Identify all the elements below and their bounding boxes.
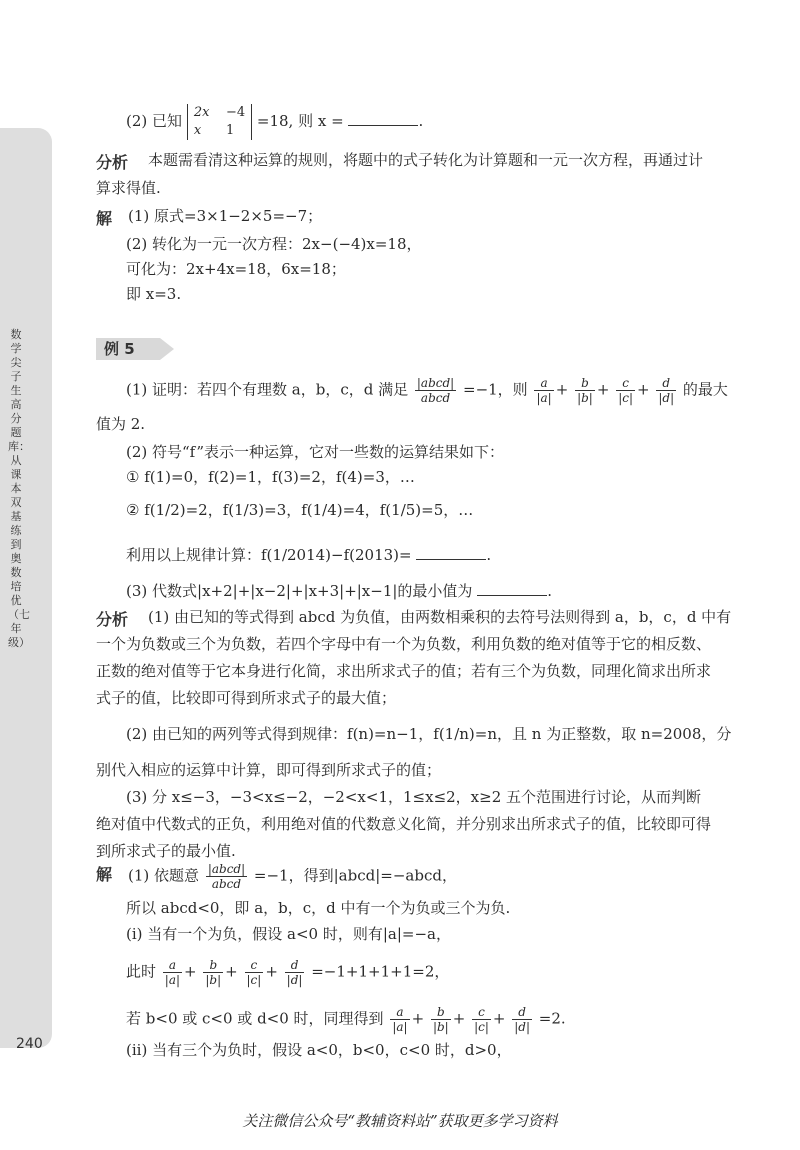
- solution-2-line-4: 此时 $\frac{a}{|a|}$ + $\frac{b}{|b|}$ + $\frac{c}{|c|}$ + $\frac{d}{|d|}$ =−1+1+1+1=2，: [126, 958, 450, 987]
- analysis-2-line-5: (2) 由已知的两列等式得到规律：f(n)=n−1，f(1/n)=n，且 n 为正整数，取 n=2008，分: [126, 725, 732, 743]
- sol2-abcd-fraction: $\frac{\text{|abcd|}}{\text{abcd}}$: [207, 862, 246, 891]
- sol2-l5-fraction-c: $\frac{c}{|c|}$: [474, 1005, 489, 1034]
- sol2-l4-text-b: =−1+1+1+1=2，: [311, 962, 450, 981]
- footer-watermark: 关注微信公众号“教辅资料站”获取更多学习资料: [242, 1112, 558, 1130]
- det-d: 1: [225, 123, 235, 138]
- solution-2-label: 解: [96, 865, 113, 884]
- sol2-l5-text-a: 若 b<0 或 c<0 或 d<0 时，同理得到: [126, 1009, 384, 1028]
- solution-1-line-3: 可化为：2x+4x=18，6x=18；: [126, 260, 346, 278]
- analysis-2-line-8: 绝对值中代数式的正负，利用绝对值的代数意义化简，并分别求出所求式子的值，比较即可得: [96, 815, 712, 833]
- solution-1-line-1: (1) 原式=3×1−2×5=−7；: [128, 207, 323, 225]
- abcd-fraction: $\frac{\text{|abcd|}}{\text{abcd}}$: [416, 376, 455, 405]
- analysis-2-line-1: (1) 由已知的等式得到 abcd 为负值，由两数相乘积的去符号法则得到 a，b，c，d 中有: [148, 608, 732, 626]
- sol2-fraction-b: $\frac{b}{|b|}$: [205, 958, 222, 987]
- ex5-part2-compute: 利用以上规律计算：f(1/2014)−f(2013)=: [126, 546, 412, 564]
- analysis-2-line-9: 到所求式子的最小值.: [96, 842, 236, 860]
- fraction-a: $\frac{a}{|a|}$: [536, 376, 552, 405]
- example-5-part-3: (3) 代数式|x+2|+|x−2|+|x+3|+|x−1|的最小值为 .: [126, 582, 552, 600]
- question-2-line: (2) 已知 2x −4 x 1 =18, 则 x = .: [126, 105, 424, 138]
- question-2-suffix: =18, 则 x =: [256, 112, 344, 130]
- sol2-l5-fraction-a: $\frac{a}{|a|}$: [392, 1005, 408, 1034]
- fraction-c: $\frac{c}{|c|}$: [618, 376, 633, 405]
- det-b: −4: [225, 105, 246, 120]
- solution-2-line-6: (ii) 当有三个为负时，假设 a<0，b<0，c<0 时，d>0，: [126, 1041, 512, 1059]
- solution-2-line-3: (i) 当有一个为负，假设 a<0 时，则有|a|=−a，: [126, 925, 451, 943]
- det-a: 2x: [193, 105, 210, 120]
- solution-2-line-1: [128, 862, 457, 891]
- determinant: [187, 104, 252, 140]
- example-5-part-2-line-1: (2) 符号“f”表示一种运算，它对一些数的运算结果如下：: [126, 443, 505, 461]
- solution-2-line-2: 所以 abcd<0，即 a，b，c，d 中有一个为负或三个为负.: [126, 899, 511, 917]
- example-5-part-1-line-2: 值为 2.: [96, 415, 146, 433]
- analysis-label: 分析: [96, 153, 129, 172]
- example-5-part-1-line-1: (1) 证明：若四个有理数 a，b，c，d 满足 $\frac{\text{|abcd|}}{\text{abcd}}$ =−1，则 $\frac{a}{|a|}$ + $\frac{b}{|b|}$ + $\frac{c}{|c|}$ + $\frac{d}{|d|}$ 的最大: [126, 376, 728, 405]
- answer-blank-3: [477, 581, 547, 596]
- sol2-l5-fraction-b: $\frac{b}{|b|}$: [432, 1005, 449, 1034]
- sol2-fraction-d: $\frac{d}{|d|}$: [286, 958, 303, 987]
- sol2-l4-text-a: 此时: [126, 962, 157, 981]
- sol2-fraction-c: $\frac{c}{|c|}$: [246, 958, 262, 987]
- analysis-2-line-2: 一个为负数或三个为负数，若四个字母中有一个为负数，利用负数的绝对值等于它的相反数、: [96, 635, 712, 653]
- example-5-part-2-line-3: ② f(1/2)=2，f(1/3)=3，f(1/4)=4，f(1/5)=5，…: [126, 501, 474, 519]
- side-tab: [0, 128, 52, 1048]
- ex5-part1-text-c: 的最大: [682, 380, 728, 399]
- sol2-fraction-a: $\frac{a}{|a|}$: [164, 958, 181, 987]
- ex5-part1-text: (1) 证明：若四个有理数 a，b，c，d 满足: [126, 380, 409, 399]
- analysis-2-line-6: 别代入相应的运算中计算，即可得到所求式子的值；: [96, 761, 442, 779]
- page-number: 240: [16, 1036, 43, 1052]
- example-5-badge: 例 5: [96, 338, 160, 360]
- analysis-2-line-4: 式子的值，比较即可得到所求式子的最大值；: [96, 689, 397, 707]
- fraction-b: $\frac{b}{|b|}$: [577, 376, 593, 405]
- answer-blank-2: [416, 545, 486, 560]
- sol2-l5-fraction-d: $\frac{d}{|d|}$: [514, 1005, 530, 1034]
- example-5-part-2-line-4: 利用以上规律计算：f(1/2014)−f(2013)= .: [126, 546, 492, 564]
- sol2-text-a: (1) 依题意: [128, 866, 200, 885]
- analysis-1-line-1: 本题需看清这种运算的规则，将题中的式子转化为计算题和一元一次方程，再通过计: [148, 151, 704, 169]
- analysis-2-line-7: (3) 分 x≤−3，−3<x≤−2，−2<x<1，1≤x≤2，x≥2 五个范围进行讨论，从而判断: [126, 788, 702, 806]
- det-c: x: [193, 123, 202, 138]
- sol2-l5-text-b: =2.: [538, 1009, 566, 1028]
- question-2-prefix: (2) 已知: [126, 112, 183, 130]
- analysis-1-line-2: 算求得值.: [96, 179, 161, 197]
- fraction-d: $\frac{d}{|d|}$: [658, 376, 675, 405]
- analysis-2-label: 分析: [96, 610, 129, 629]
- sol2-text-b: =−1，得到|abcd|=−abcd，: [253, 866, 457, 885]
- example-5-part-2-line-2: ① f(1)=0，f(2)=1，f(3)=2，f(4)=3，…: [126, 468, 415, 486]
- ex5-part1-text-b: =−1，则: [463, 380, 528, 399]
- solution-2-line-5: 若 b<0 或 c<0 或 d<0 时，同理得到 $\frac{a}{|a|}$ + $\frac{b}{|b|}$ + $\frac{c}{|c|}$ + $\frac{d}{|d|}$ =2.: [126, 1005, 566, 1034]
- solution-1-line-2: (2) 转化为一元一次方程：2x−(−4)x=18，: [126, 235, 422, 253]
- side-tab-title: 数学尖子生高分题库：从课本双基练到奥数培优（七年级）: [8, 328, 30, 649]
- analysis-2-line-3: 正数的绝对值等于它本身进行化简，求出所求式子的值；若有三个为负数，同理化简求出所求: [96, 662, 712, 680]
- solution-1-line-4: 即 x=3.: [126, 285, 182, 303]
- ex5-part3-text: (3) 代数式|x+2|+|x−2|+|x+3|+|x−1|的最小值为: [126, 582, 473, 600]
- answer-blank: [348, 111, 418, 126]
- solution-label: 解: [96, 209, 113, 228]
